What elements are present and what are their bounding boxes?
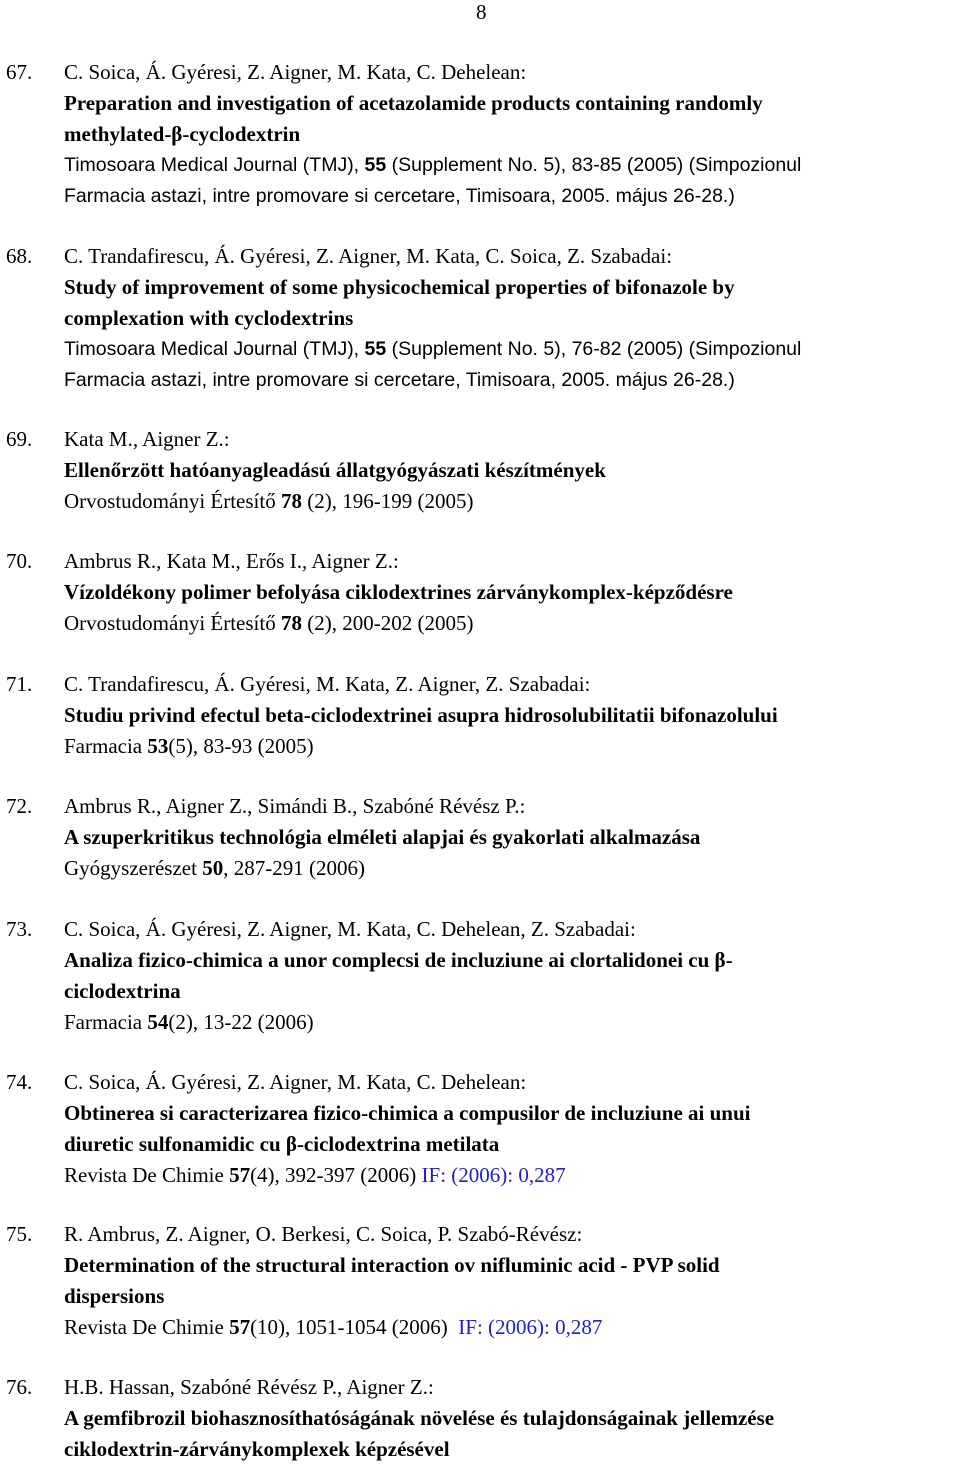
entry-title-line: ciklodextrin-zárványkomplexek képzésével <box>64 1437 450 1461</box>
source-details: (2), 196-199 (2005) <box>301 489 474 513</box>
entry-title-line: Preparation and investigation of acetazolamide products containing randomly <box>64 91 763 115</box>
entry-title-line: Vízoldékony polimer befolyása ciklodextrines zárványkomplex-képződésre <box>64 580 733 604</box>
source-volume: 78 <box>280 489 302 513</box>
entry-authors: Kata M., Aigner Z.: <box>64 427 230 451</box>
source-volume: 78 <box>280 611 302 635</box>
source-journal: Gyógyszerészet <box>64 856 203 880</box>
source-details: (5), 83-93 (2005) <box>168 734 314 758</box>
entry-title-line: Obtinerea si caracterizarea fizico-chimica a compusilor de incluziune ai unui <box>64 1101 751 1125</box>
source-volume: 55 <box>364 338 387 360</box>
entry-source <box>64 334 956 365</box>
source-details: (Supplement No. 5), 76-82 (2005) (Simpozionul <box>386 338 802 360</box>
source-details: (10), 1051-1054 (2006) <box>250 1315 459 1339</box>
source-details: (Supplement No. 5), 83-85 (2005) (Simpozionul <box>386 154 802 176</box>
entry-source <box>64 1312 956 1343</box>
entry-source <box>64 1160 956 1191</box>
entry-number: 73. <box>6 917 33 941</box>
entry-title-line: diuretic sulfonamidic cu β-ciclodextrina metilata <box>64 1132 500 1156</box>
entry-authors: C. Soica, Á. Gyéresi, Z. Aigner, M. Kata, C. Dehelean: <box>64 1070 527 1094</box>
entry-number: 72. <box>6 794 33 818</box>
source-journal: Farmacia <box>64 1010 148 1034</box>
entry-authors: C. Soica, Á. Gyéresi, Z. Aigner, M. Kata, C. Dehelean, Z. Szabadai: <box>64 917 636 941</box>
entry-number: 76. <box>6 1375 33 1399</box>
entry-source <box>64 1007 956 1038</box>
source-journal: Revista De Chimie <box>64 1163 230 1187</box>
source-journal: Revista De Chimie <box>64 1315 230 1339</box>
source-details: (4), 392-397 (2006) <box>250 1163 422 1187</box>
entry-title-line: ciclodextrina <box>64 979 181 1003</box>
impact-factor: IF: (2006): 0,287 <box>421 1163 566 1187</box>
source-volume: 50 <box>202 856 224 880</box>
entry-number: 67. <box>6 60 33 84</box>
source-details: (2), 200-202 (2005) <box>301 611 474 635</box>
entry-source <box>64 150 956 181</box>
entry-title-line: complexation with cyclodextrins <box>64 306 354 330</box>
entry-title-line: methylated-β-cyclodextrin <box>64 122 301 146</box>
source-volume: 57 <box>229 1315 251 1339</box>
source-details: (2), 13-22 (2006) <box>168 1010 314 1034</box>
page-number: 8 <box>476 0 487 24</box>
impact-factor: IF: (2006): 0,287 <box>458 1315 603 1339</box>
entry-title-line: Studiu privind efectul beta-ciclodextrinei asupra hidrosolubilitatii bifonazolului <box>64 703 778 727</box>
entry-authors: C. Trandafirescu, Á. Gyéresi, M. Kata, Z. Aigner, Z. Szabadai: <box>64 672 591 696</box>
entry-title-line: Analiza fizico-chimica a unor complecsi de incluziune ai clortalidonei cu β- <box>64 948 733 972</box>
entry-number: 74. <box>6 1070 33 1094</box>
entry-authors: C. Trandafirescu, Á. Gyéresi, Z. Aigner, M. Kata, C. Soica, Z. Szabadai: <box>64 244 673 268</box>
entry-authors: H.B. Hassan, Szabóné Révész P., Aigner Z.: <box>64 1375 434 1399</box>
source-journal: Farmacia <box>64 734 148 758</box>
source-journal: Timosoara Medical Journal (TMJ), <box>64 338 365 360</box>
entry-authors: R. Ambrus, Z. Aigner, O. Berkesi, C. Soica, P. Szabó-Révész: <box>64 1222 583 1246</box>
entry-title-line: dispersions <box>64 1284 165 1308</box>
source-journal: Orvostudományi Értesítő <box>64 611 281 635</box>
entry-source <box>64 731 956 762</box>
source-journal: Timosoara Medical Journal (TMJ), <box>64 154 365 176</box>
source-volume: 54 <box>147 1010 169 1034</box>
entry-authors: Ambrus R., Aigner Z., Simándi B., Szabóné Révész P.: <box>64 794 526 818</box>
source-journal: Orvostudományi Értesítő <box>64 489 281 513</box>
entry-source-line2: Farmacia astazi, intre promovare si cercetare, Timisoara, 2005. május 26-28.) <box>64 185 735 207</box>
entry-authors: Ambrus R., Kata M., Erős I., Aigner Z.: <box>64 549 399 573</box>
entry-title-line: Determination of the structural interaction ov nifluminic acid - PVP solid <box>64 1253 720 1277</box>
source-volume: 55 <box>364 154 387 176</box>
entry-number: 71. <box>6 672 33 696</box>
entry-authors: C. Soica, Á. Gyéresi, Z. Aigner, M. Kata, C. Dehelean: <box>64 60 527 84</box>
source-volume: 57 <box>229 1163 251 1187</box>
entry-source <box>64 853 956 884</box>
entry-title-line: A szuperkritikus technológia elméleti alapjai és gyakorlati alkalmazása <box>64 825 701 849</box>
entry-title-line: A gemfibrozil biohasznosíthatóságának növelése és tulajdonságainak jellemzése <box>64 1406 775 1430</box>
entry-number: 68. <box>6 244 33 268</box>
entry-source <box>64 608 956 639</box>
source-details: , 287-291 (2006) <box>223 856 365 880</box>
entry-number: 75. <box>6 1222 33 1246</box>
entry-number: 69. <box>6 427 33 451</box>
source-volume: 53 <box>147 734 169 758</box>
entry-number: 70. <box>6 549 33 573</box>
entry-title-line: Ellenőrzött hatóanyagleadású állatgyógyászati készítmények <box>64 458 606 482</box>
entry-title-line: Study of improvement of some physicochemical properties of bifonazole by <box>64 275 735 299</box>
entry-source <box>64 486 956 517</box>
entry-source-line2: Farmacia astazi, intre promovare si cercetare, Timisoara, 2005. május 26-28.) <box>64 369 735 391</box>
